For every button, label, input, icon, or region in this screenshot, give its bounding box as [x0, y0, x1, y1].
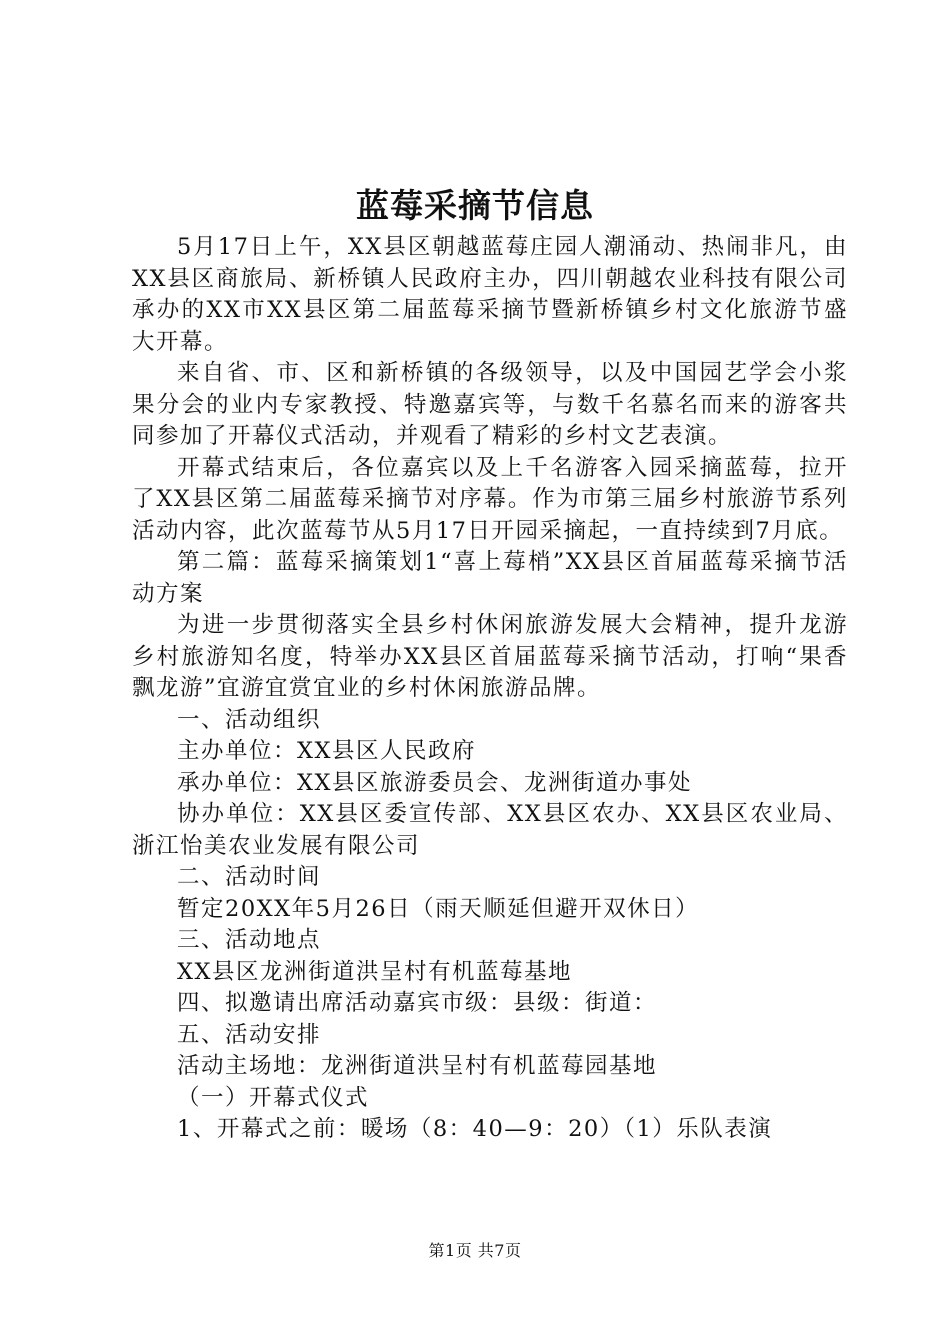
page-number-footer: 第1页 共7页: [428, 1241, 522, 1260]
section-heading: 三、活动地点: [177, 927, 322, 953]
list-item: 主办单位：XX县区人民政府: [177, 738, 477, 764]
list-item: 1、开幕式之前：暖场（8：40—9：20）（1）乐队表演: [177, 1116, 773, 1142]
list-item: 承办单位：XX县区旅游委员会、龙洲街道办事处: [177, 769, 693, 796]
paragraph: 为进一步贯彻落实全县乡村休闲旅游发展大会精神，提升龙游乡村旅游知名度，特举办XX县区首届蓝莓采摘节活动，打响“果香飘龙游”宜游宜赏宜业的乡村休闲旅游品牌。: [132, 612, 848, 701]
document-body: [132, 232, 848, 1146]
list-item: 协办单位：XX县区委宣传部、XX县区农办、XX县区农业局、浙江怡美农业发展有限公司: [132, 801, 848, 859]
paragraph: 5月17日上午，XX县区朝越蓝莓庄园人潮涌动、热闹非凡，由XX县区商旅局、新桥镇人民政府主办，四川朝越农业科技有限公司承办的XX市XX县区第二届蓝莓采摘节暨新桥镇乡村文化旅游节盛大开幕。: [132, 234, 848, 355]
section-heading: 二、活动时间: [177, 864, 322, 890]
section-heading: 五、活动安排: [177, 1021, 322, 1048]
list-item: 暂定20XX年5月26日（雨天顺延但避开双休日）: [177, 895, 700, 922]
section-heading: 四、拟邀请出席活动嘉宾市级：县级：街道：: [177, 990, 658, 1016]
section-heading: 一、活动组织: [177, 706, 322, 733]
list-item: 活动主场地：龙洲街道洪呈村有机蓝莓园基地: [177, 1053, 658, 1079]
paragraph: 开幕式结束后，各位嘉宾以及上千名游客入园采摘蓝莓，拉开了XX县区第二届蓝莓采摘节对序幕。作为市第三届乡村旅游节系列活动内容，此次蓝莓节从5月17日开园采摘起，一直持续到7月底。: [132, 454, 848, 544]
paragraph: 来自省、市、区和新桥镇的各级领导，以及中国园艺学会小浆果分会的业内专家教授、特邀嘉宾等，与数千名慕名而来的游客共同参加了开幕仪式活动，并观看了精彩的乡村文艺表演。: [132, 360, 848, 449]
document-title: 蓝莓采摘节信息: [356, 186, 594, 225]
subsection-heading: （一）开幕式仪式: [177, 1084, 370, 1111]
section-heading: 第二篇：蓝莓采摘策划1“喜上莓梢”XX县区首届蓝莓采摘节活动方案: [132, 549, 848, 607]
list-item: XX县区龙洲街道洪呈村有机蓝莓基地: [177, 958, 573, 985]
